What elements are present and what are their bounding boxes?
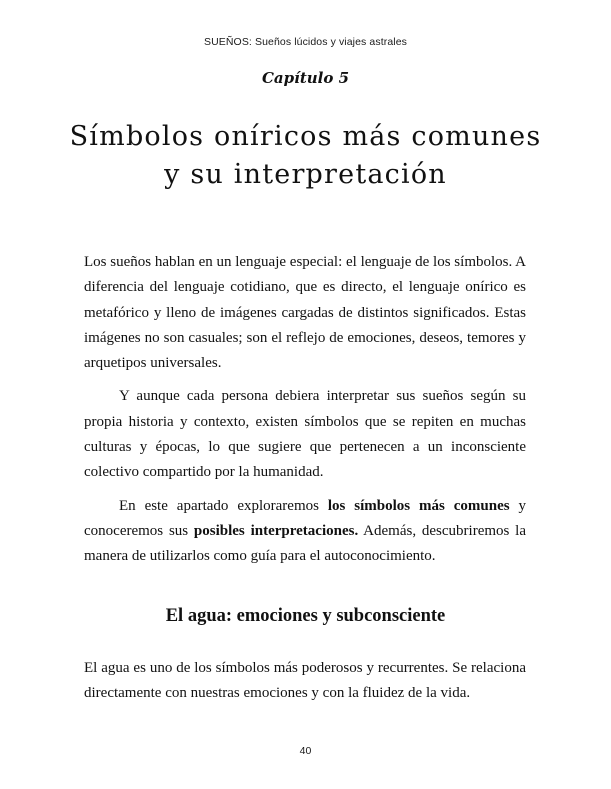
chapter-title-line-1: Símbolos oníricos más comunes bbox=[69, 121, 542, 152]
chapter-label: Capítulo 5 bbox=[261, 69, 350, 87]
chapter-title-line-2: y su interpretación bbox=[164, 159, 447, 190]
paragraph-second: Y aunque cada persona debiera interpretar sus sueños según su propia historia y contexto, existen símbolos que se repiten en muchas culturas y épocas, lo que sugiere que pertenecen a un inconsciente colectivo compartido por la humanidad. bbox=[84, 388, 526, 481]
paragraph-third-part-1: En este apartado exploraremos bbox=[119, 497, 328, 514]
section-paragraph: El agua es uno de los símbolos más poderosos y recurrentes. Se relaciona directamente con nuestras emociones y con la fluidez de la vida. bbox=[84, 660, 526, 702]
paragraph-third bbox=[84, 494, 526, 570]
paragraph-third-part-2: y conoceremos sus bbox=[84, 497, 526, 539]
page-number: 40 bbox=[299, 745, 312, 757]
emphasis-interpretations: posibles interpretaciones. bbox=[193, 522, 359, 539]
chapter-title bbox=[40, 118, 571, 194]
paragraph-intro: Los sueños hablan en un lenguaje especial: el lenguaje de los símbolos. A diferencia del lenguaje cotidiano, que es directo, el lenguaje onírico es metafórico y lleno de imágenes cargadas de distintos significados. Estas imágenes no son casuales; son el reflejo de emociones, deseos, temores y arquetipos universales. bbox=[84, 254, 526, 372]
emphasis-common-symbols: los símbolos más comunes bbox=[327, 497, 510, 514]
paragraph-third-part-3: Además, descubriremos la manera de utilizarlos como guía para el autoconocimiento. bbox=[84, 522, 526, 565]
running-header: SUEÑOS: Sueños lúcidos y viajes astrales bbox=[203, 36, 407, 48]
body-text bbox=[84, 250, 526, 570]
section-heading: El agua: emociones y subconsciente bbox=[165, 606, 446, 626]
